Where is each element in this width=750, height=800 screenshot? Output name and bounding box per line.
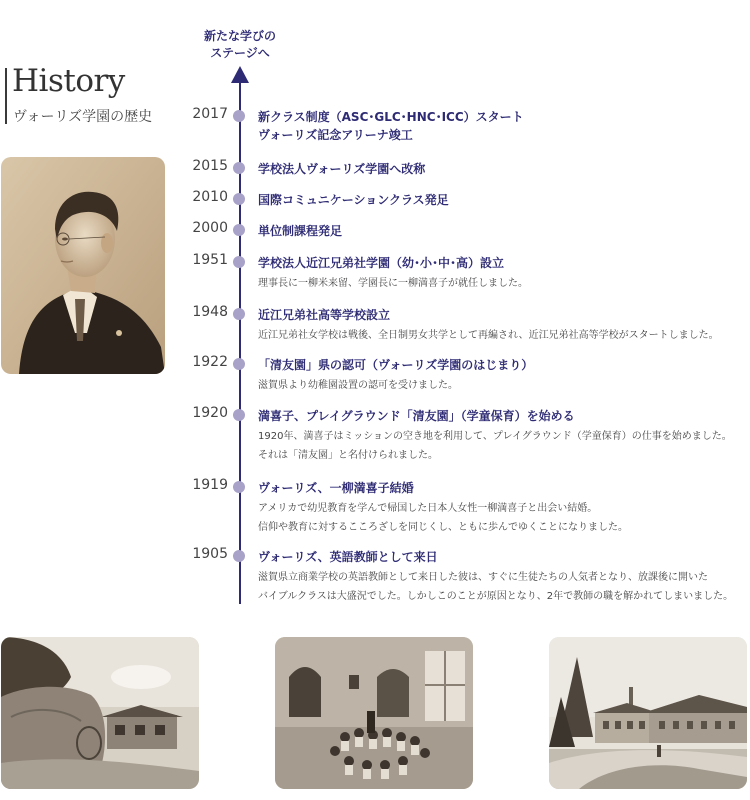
event-description: アメリカで幼児教育を学んで帰国した日本人女性一柳満喜子と出会い結婚。 bbox=[258, 503, 598, 514]
event-year: 2017 bbox=[192, 106, 228, 122]
event-description: 滋賀県立商業学校の英語教師として来日した彼は、すぐに生徒たちの人気者となり、放課後に開いた bbox=[258, 572, 708, 583]
event-title: ヴォーリズ、英語教師として来日 bbox=[258, 550, 438, 564]
event-title: ヴォーリズ、一柳満喜子結婚 bbox=[258, 481, 414, 495]
timeline-axis bbox=[239, 82, 241, 604]
timeline-dot bbox=[233, 110, 245, 122]
event-year: 2000 bbox=[192, 220, 228, 236]
timeline-dot bbox=[233, 409, 245, 421]
timeline-dot bbox=[233, 358, 245, 370]
event-description: それは「清友園」と名付けられました。 bbox=[258, 450, 438, 461]
event-title: 国際コミュニケーションクラス発足 bbox=[258, 193, 449, 207]
event-title: 近江兄弟社高等学校設立 bbox=[258, 308, 391, 322]
event-year: 1919 bbox=[192, 477, 228, 493]
event-title: 学校法人ヴォーリズ学園へ改称 bbox=[258, 162, 426, 176]
event-description: バイブルクラスは大盛況でした。しかしこのことが原因となり、2年で教師の職を解かれてしまいました。 bbox=[258, 591, 734, 602]
timeline-top-label bbox=[176, 28, 304, 62]
event-title: 単位制課程発足 bbox=[258, 224, 343, 238]
arrow-up-icon bbox=[231, 66, 249, 83]
heading-divider bbox=[5, 68, 7, 124]
page-subtitle: ヴォーリズ学園の歴史 bbox=[13, 109, 153, 125]
event-title: 学校法人近江兄弟社学園（幼･小･中･高）設立 bbox=[258, 256, 505, 270]
event-year: 1948 bbox=[192, 304, 228, 320]
event-description: 近江兄弟社女学校は戦後、全日制男女共学として再編され、近江兄弟社高等学校がスタートしました。 bbox=[258, 330, 719, 341]
timeline-dot bbox=[233, 224, 245, 236]
event-description: 滋賀県より幼稚園設置の認可を受けました。 bbox=[258, 380, 458, 391]
photo-classroom bbox=[275, 637, 473, 789]
photo-stone-monument bbox=[1, 637, 199, 789]
portrait-photo bbox=[1, 157, 165, 374]
event-year: 2010 bbox=[192, 189, 228, 205]
timeline-top-label-line2: ステージへ bbox=[210, 46, 270, 60]
timeline-dot bbox=[233, 193, 245, 205]
event-year: 2015 bbox=[192, 158, 228, 174]
event-year: 1951 bbox=[192, 252, 228, 268]
timeline-top-label-line1: 新たな学びの bbox=[203, 29, 276, 43]
event-year: 1922 bbox=[192, 354, 228, 370]
event-year: 1920 bbox=[192, 405, 228, 421]
event-title: 「清友園」県の認可（ヴォーリズ学園のはじまり） bbox=[258, 358, 534, 372]
photo-campus-building bbox=[549, 637, 747, 789]
page-title: History bbox=[12, 63, 125, 99]
event-description: 信仰や教育に対するこころざしを同じくし、ともに歩んでゆくことになりました。 bbox=[258, 522, 628, 533]
event-title: 満喜子、プレイグラウンド「清友園」（学童保育）を始める bbox=[258, 409, 575, 423]
event-description: 理事長に一柳米来留、学園長に一柳満喜子が就任しました。 bbox=[258, 278, 528, 289]
event-description: 1920年、満喜子はミッションの空き地を利用して、プレイグラウンド（学童保育）の仕事を始めました。 bbox=[258, 431, 732, 442]
event-title-secondary: ヴォーリズ記念アリーナ竣工 bbox=[258, 128, 413, 142]
event-year: 1905 bbox=[192, 546, 228, 562]
timeline-dot bbox=[233, 308, 245, 320]
timeline-dot bbox=[233, 550, 245, 562]
timeline-dot bbox=[233, 481, 245, 493]
timeline-dot bbox=[233, 256, 245, 268]
timeline-dot bbox=[233, 162, 245, 174]
event-title: 新クラス制度（ASC･GLC･HNC･ICC）スタート bbox=[258, 110, 524, 124]
